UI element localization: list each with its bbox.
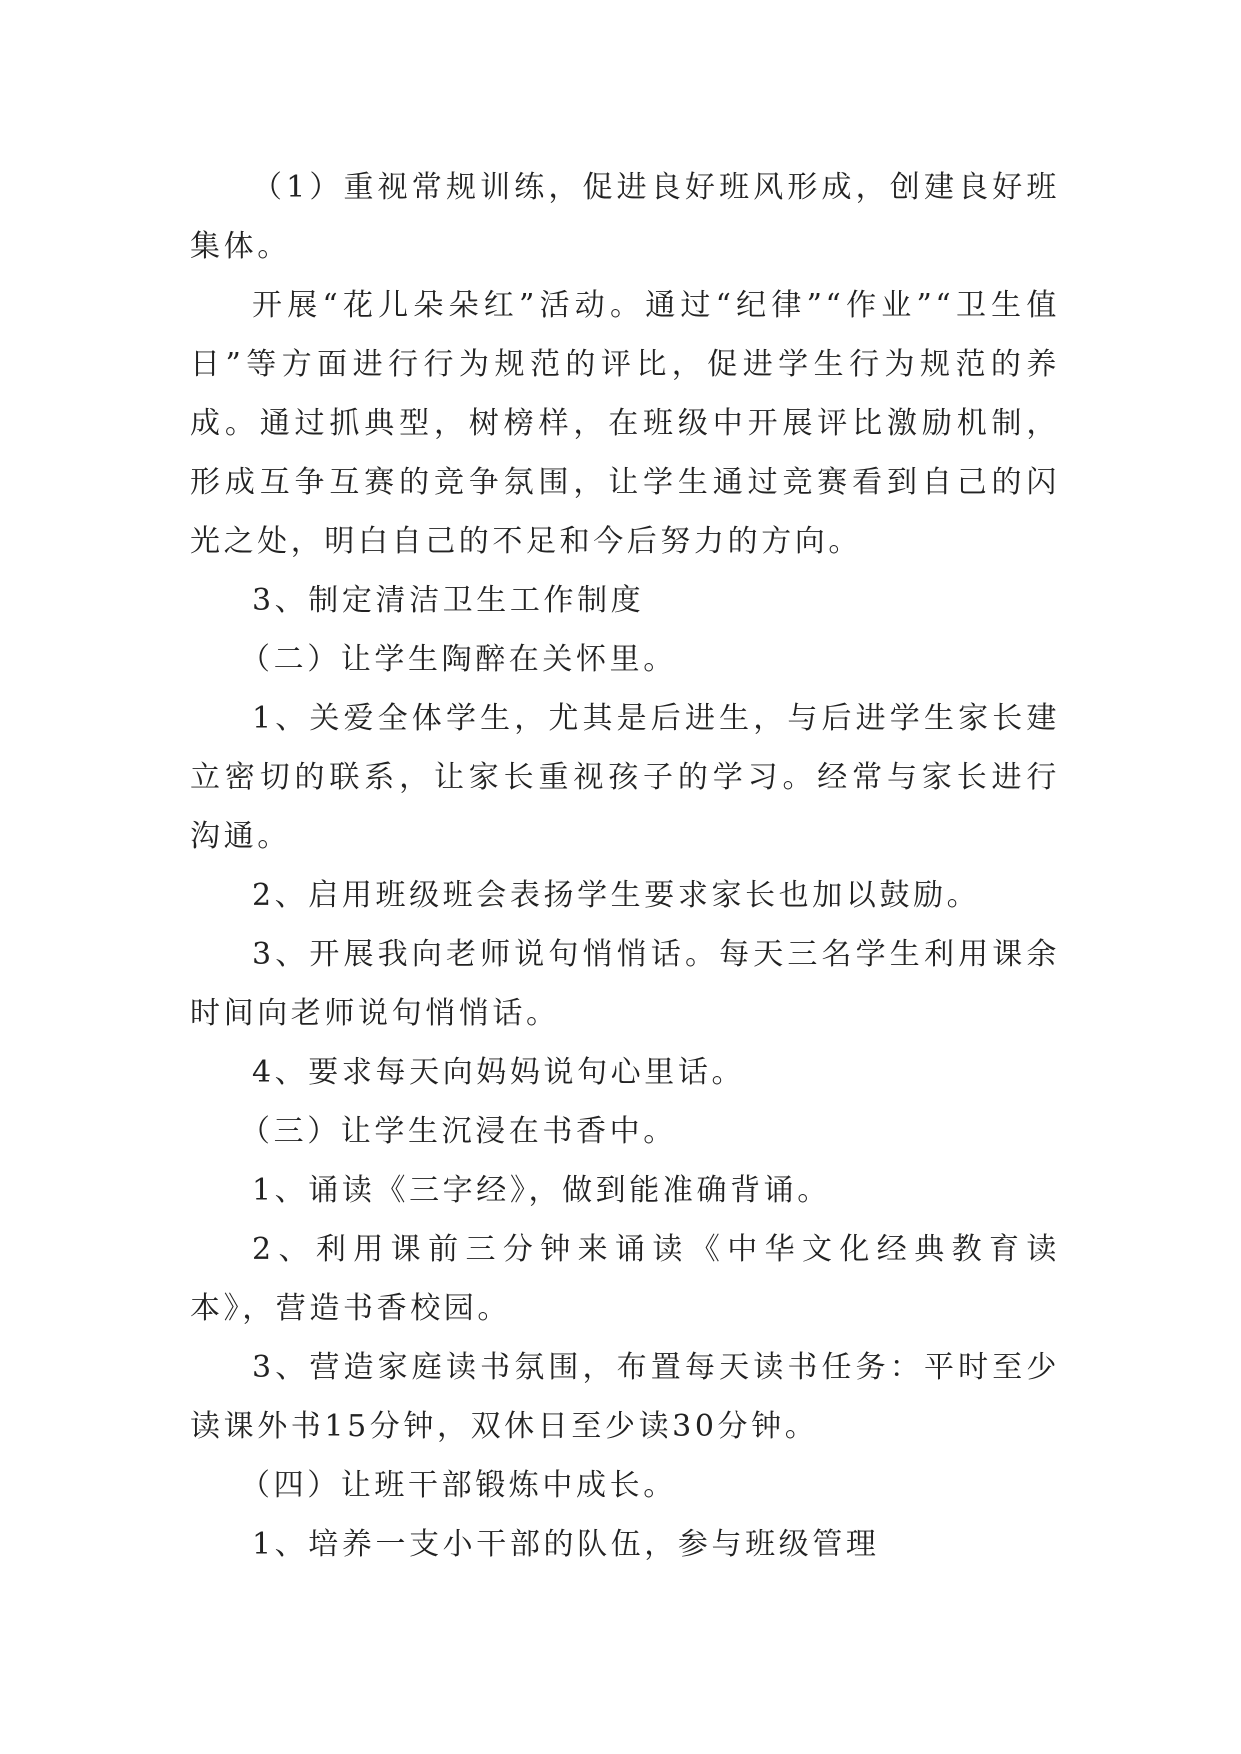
- paragraph-routine-training: （1）重视常规训练，促进良好班风形成，创建良好班集体。: [190, 170, 1060, 264]
- paragraph-classic-reader: 2、利用课前三分钟来诵读《中华文化经典教育读本》，营造书香校园。: [190, 1232, 1060, 1326]
- heading-care: （二）让学生陶醉在关怀里。: [240, 642, 677, 677]
- paragraph-flower-activity: 开展“花儿朵朵红”活动。通过“纪律”“作业”“卫生值日”等方面进行行为规范的评比，促进学生行为规范的养成。通过抓典型，树榜样，在班级中开展评比激励机制，形成互争互赛的竞争氛围，让学生通过竞赛看到自己的闪光之处，明白自己的不足和今后努力的方向。: [190, 288, 1060, 559]
- paragraph-care-students: 1、关爱全体学生，尤其是后进生，与后进学生家长建立密切的联系，让家长重视孩子的学习。经常与家长进行沟通。: [190, 701, 1060, 854]
- paragraph-whisper-teacher: 3、开展我向老师说句悄悄话。每天三名学生利用课余时间向老师说句悄悄话。: [190, 937, 1060, 1031]
- paragraph-class-meeting: 2、启用班级班会表扬学生要求家长也加以鼓励。: [252, 878, 981, 913]
- heading-class-cadres: （四）让班干部锻炼中成长。: [240, 1468, 677, 1503]
- paragraph-talk-mother: 4、要求每天向妈妈说句心里话。: [252, 1055, 746, 1090]
- paragraph-train-cadres: 1、培养一支小干部的队伍，参与班级管理: [252, 1527, 880, 1562]
- heading-reading: （三）让学生沉浸在书香中。: [240, 1114, 677, 1149]
- paragraph-hygiene-system: 3、制定清洁卫生工作制度: [252, 583, 645, 618]
- paragraph-family-reading: 3、营造家庭读书氛围，布置每天读书任务：平时至少读课外书15分钟，双休日至少读30分钟。: [190, 1350, 1060, 1444]
- document-body: [190, 158, 1060, 1574]
- paragraph-three-character-classic: 1、诵读《三字经》，做到能准确背诵。: [252, 1173, 831, 1208]
